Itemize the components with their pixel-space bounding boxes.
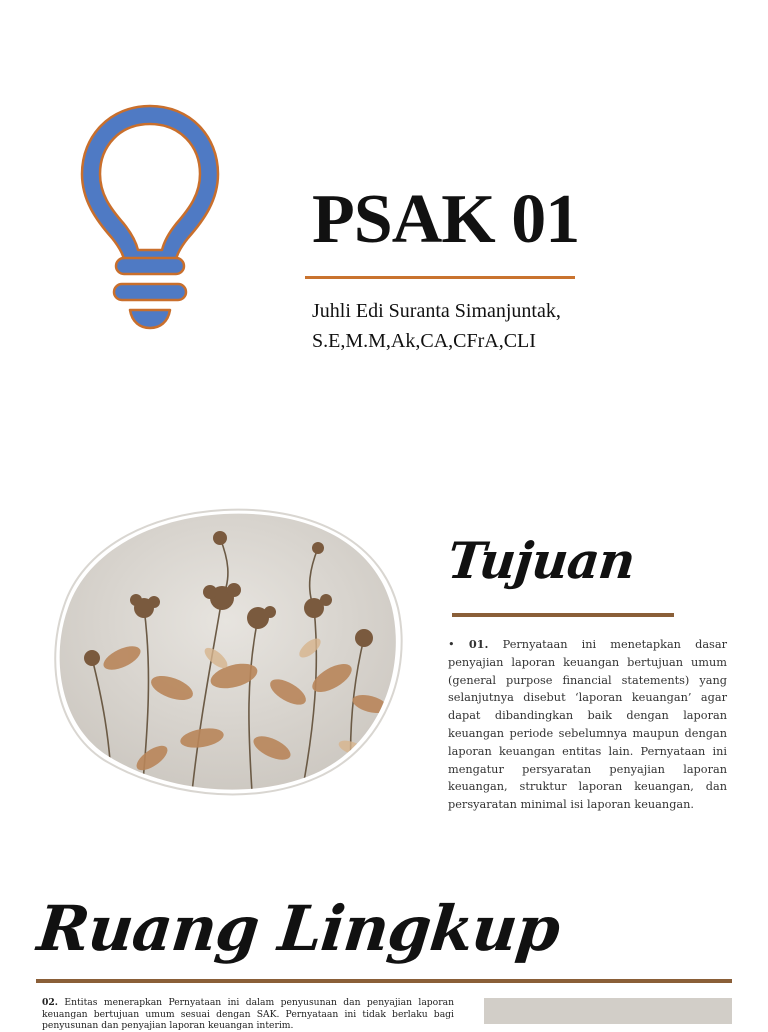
section-heading-tujuan: Tujuan bbox=[444, 531, 638, 590]
ruang-lingkup-photo bbox=[484, 998, 732, 1024]
tujuan-text: Pernyataan ini menetapkan dasar penyajian laporan keuangan bertujuan umum (general purpose financial statements) yang selanjutnya disebut ‘laporan keuangan’ agar dapat dibandingkan baik dengan laporan keuangan periode sebelumnya maupun dengan laporan keuangan entitas lain. Pernyataan ini mengatur persyaratan penyajian laporan keuangan, struktur laporan keuangan, dan persyaratan minimal isi laporan keuangan. bbox=[448, 638, 727, 812]
dried-flowers-photo bbox=[52, 508, 400, 792]
section-heading-ruang-lingkup: Ruang Lingkup bbox=[34, 892, 563, 965]
page-title: PSAK 01 bbox=[312, 181, 580, 258]
author-line-1: Juhli Edi Suranta Simanjuntak, bbox=[312, 300, 561, 322]
tujuan-paragraph bbox=[448, 636, 727, 814]
paragraph-number: 01. bbox=[468, 637, 489, 651]
ruang-lingkup-paragraph bbox=[42, 997, 454, 1031]
bullet: • bbox=[448, 638, 455, 651]
paragraph-number: 02. bbox=[42, 997, 58, 1008]
lightbulb-icon bbox=[74, 100, 226, 332]
tujuan-divider bbox=[452, 613, 674, 617]
title-divider bbox=[305, 276, 575, 279]
ruang-lingkup-text: Entitas menerapkan Pernyataan ini dalam penyusunan dan penyajian laporan keuangan bertujuan umum sesuai dengan SAK. Pernyataan ini tidak berlaku bagi penyusunan dan penyajian laporan keuangan interim. bbox=[42, 997, 454, 1031]
author-name bbox=[312, 296, 752, 356]
ruang-lingkup-divider bbox=[36, 979, 732, 983]
author-line-2: S.E,M.M,Ak,CA,CFrA,CLI bbox=[312, 330, 536, 352]
